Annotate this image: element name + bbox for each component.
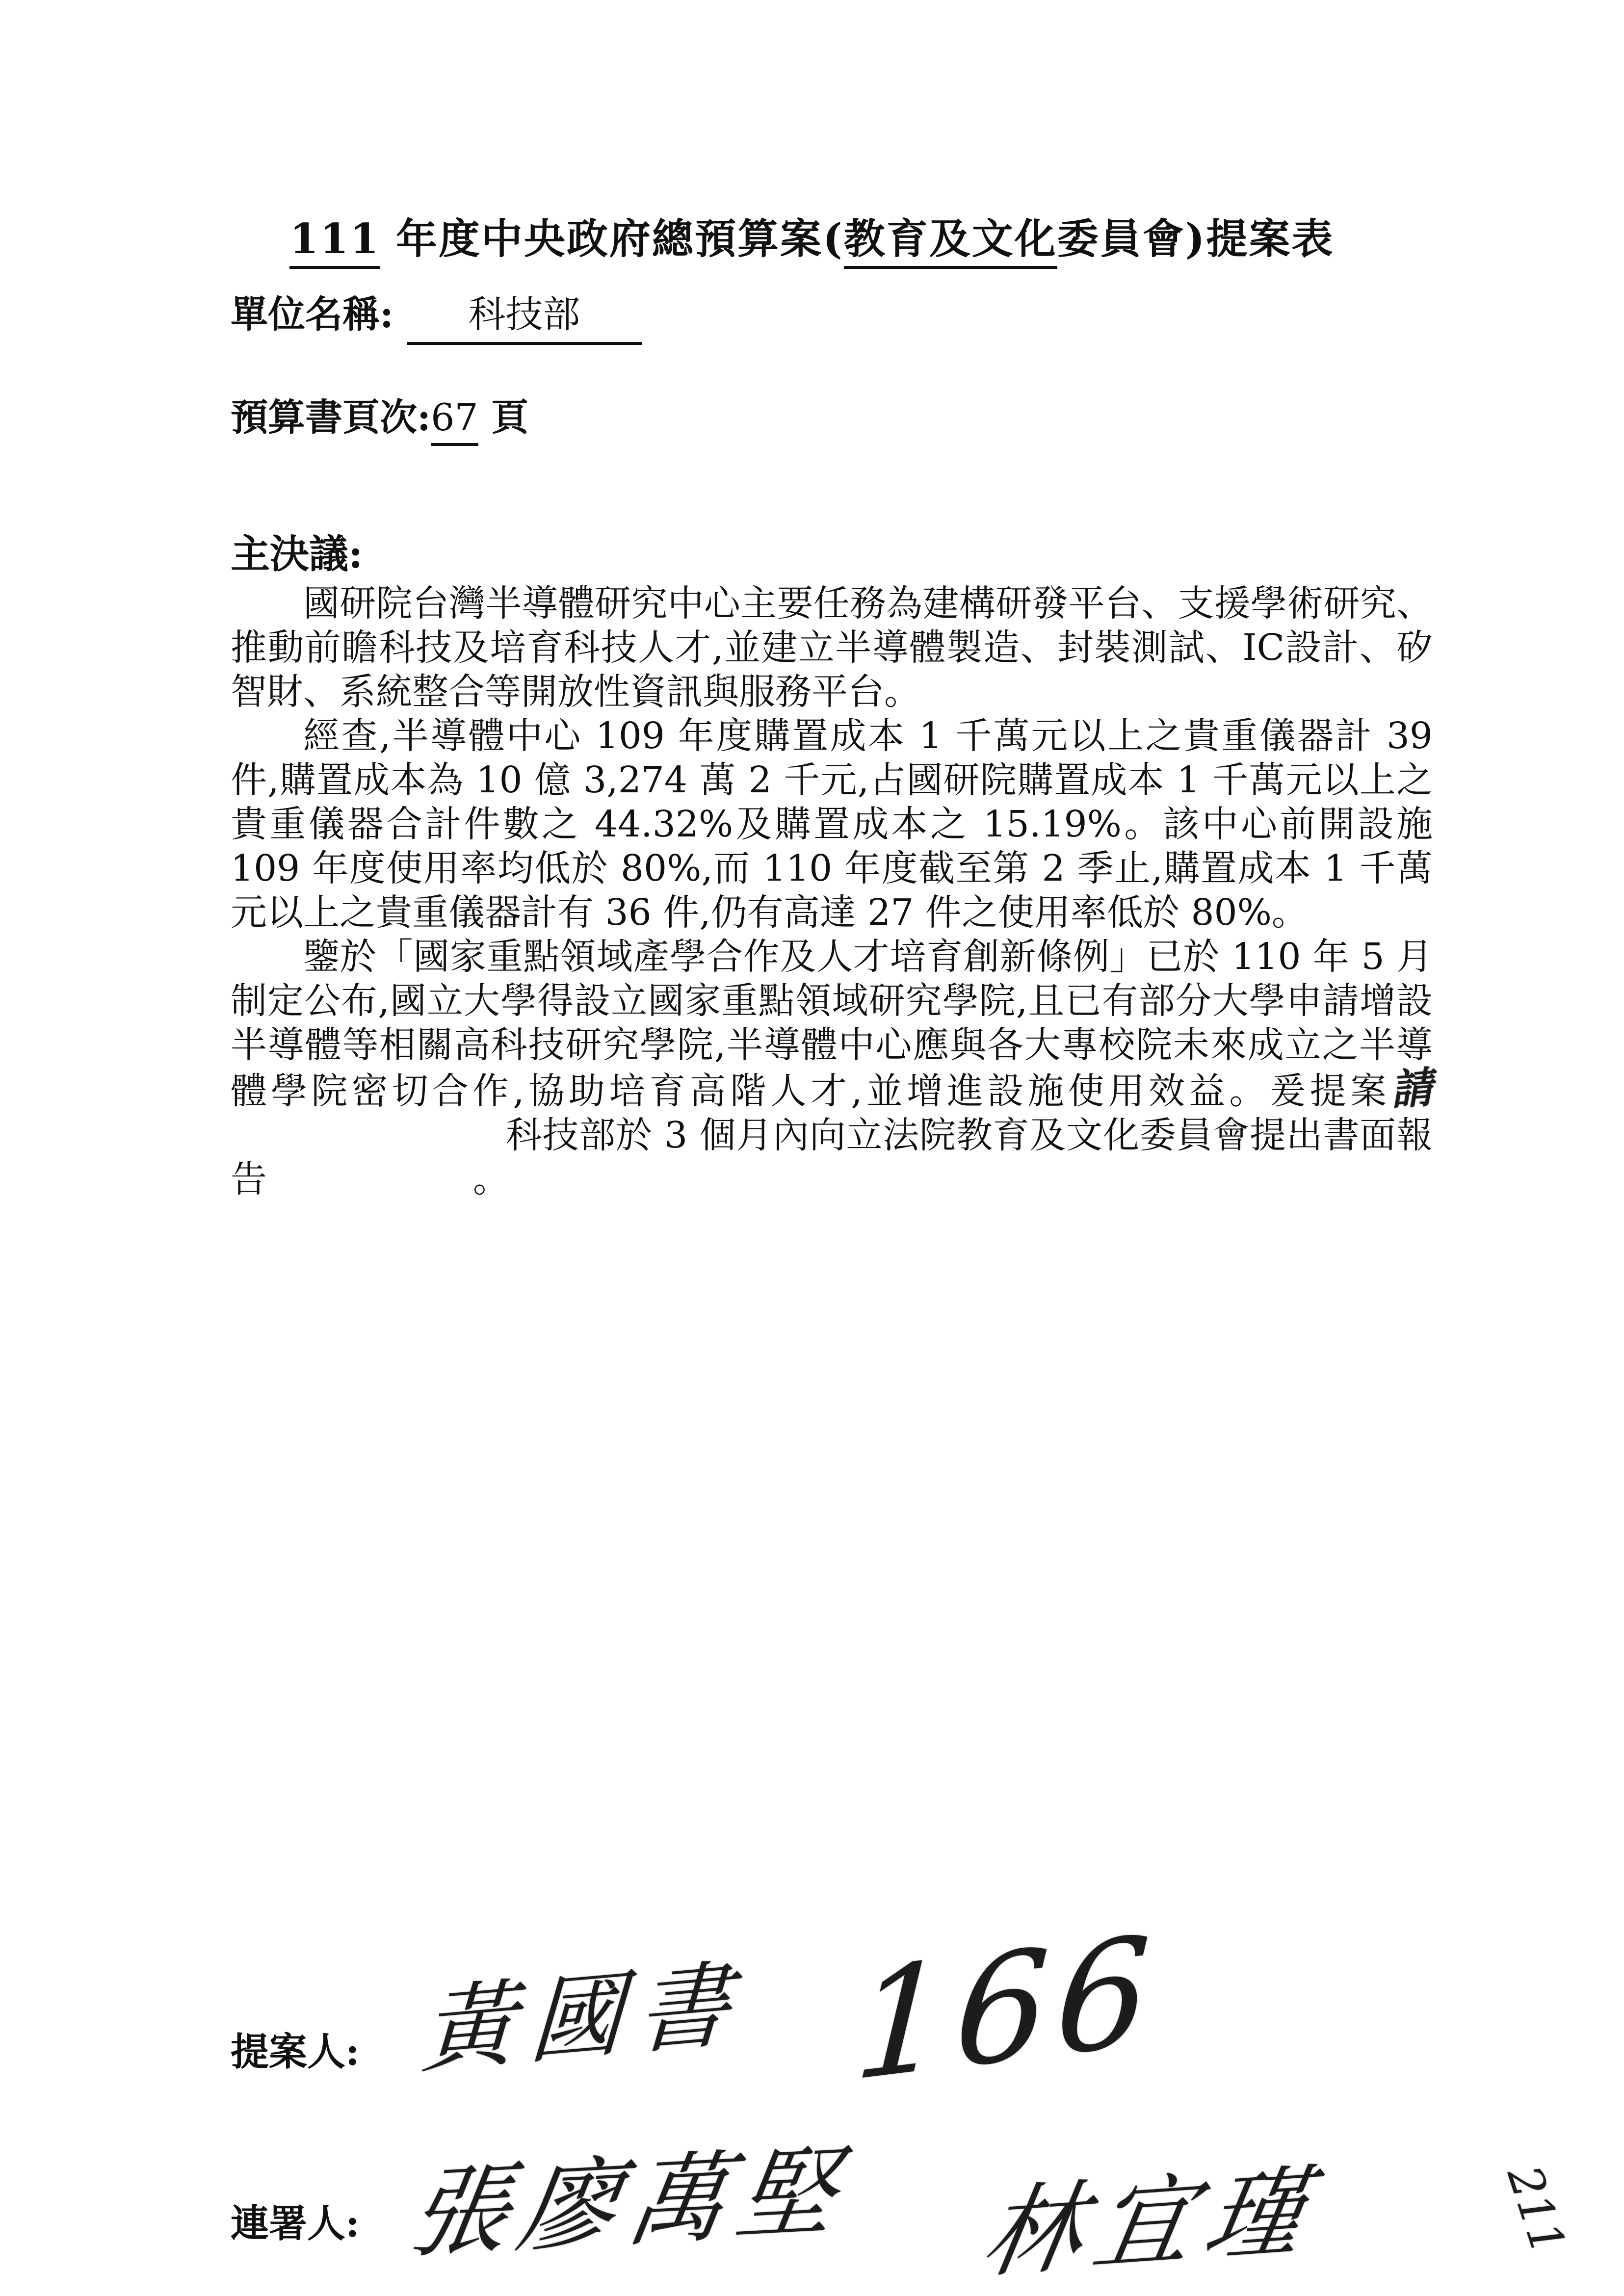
document-title xyxy=(0,206,1624,265)
title-tail: 委員會)提案表 xyxy=(1057,214,1335,263)
title-committee-underlined: 教育及文化 xyxy=(844,214,1057,269)
resolution-body xyxy=(231,581,1433,1201)
handwritten-number: 166 xyxy=(850,1903,1162,2114)
handwritten-character-qing: 請 xyxy=(1388,1063,1435,1115)
budget-page-suffix: 頁 xyxy=(491,395,529,439)
unit-name-value: 科技部 xyxy=(407,285,642,345)
title-main: 年度中央政府總預算案( xyxy=(380,214,844,263)
corner-page-number: 211 xyxy=(1496,2159,1575,2261)
budget-page-label: 預算書頁次: xyxy=(231,395,431,439)
resolution-paragraph-3-period: 。 xyxy=(473,1158,509,1200)
budget-page-row xyxy=(231,388,528,441)
unit-name-label: 單位名稱: xyxy=(231,292,394,336)
title-year: 111 xyxy=(289,214,380,269)
resolution-heading: 主決議: xyxy=(231,531,363,577)
cosigner-signature-1: 張廖萬堅 xyxy=(402,2134,856,2272)
resolution-paragraph-3-continuation: 科技部於 3 個月內向立法院教育及文化委員會提出書面報告 xyxy=(231,1114,1433,1200)
budget-page-value: 67 xyxy=(431,395,478,446)
proposer-label: 提案人: xyxy=(231,2030,360,2074)
unit-name-row xyxy=(231,285,642,345)
resolution-paragraph-3 xyxy=(231,935,1433,1201)
resolution-paragraph-2: 經查,半導體中心 109 年度購置成本 1 千萬元以上之貴重儀器計 39 件,購置成本為 10 億 3,274 萬 2 千元,占國研院購置成本 1 千萬元以上之貴重儀器合計件數之 44.32%及購置成本之 15.19%。該中心前開設施 109 年度使用率均低於 80%,而 110 年度截至第 2 季止,購置成本 1 千萬元以上之貴重儀器計有 36 件,仍有高達 27 件之使用率低於 80%。 xyxy=(231,715,1433,934)
cosigner-signature-2: 林宜瑾 xyxy=(974,2153,1327,2293)
resolution-paragraph-1: 國研院台灣半導體研究中心主要任務為建構研發平台、支援學術研究、推動前瞻科技及培育科技人才,並建立半導體製造、封裝測試、IC設計、矽智財、系統整合等開放性資訊與服務平台。 xyxy=(231,582,1433,713)
resolution-paragraph-3-text: 鑒於「國家重點領域產學合作及人才培育創新條例」已於 110 年 5 月制定公布,國立大學得設立國家重點領域研究學院,且已有部分大學申請增設半導體等相關高科技研究學院,半導體中心應與各大專校院未來成立之半導體學院密切合作,協助培育高階人才,並增進設施使用效益。爰提案 xyxy=(231,936,1433,1112)
proposer-signature: 黃國書 xyxy=(419,1949,748,2087)
cosigner-label: 連署人: xyxy=(231,2201,360,2246)
